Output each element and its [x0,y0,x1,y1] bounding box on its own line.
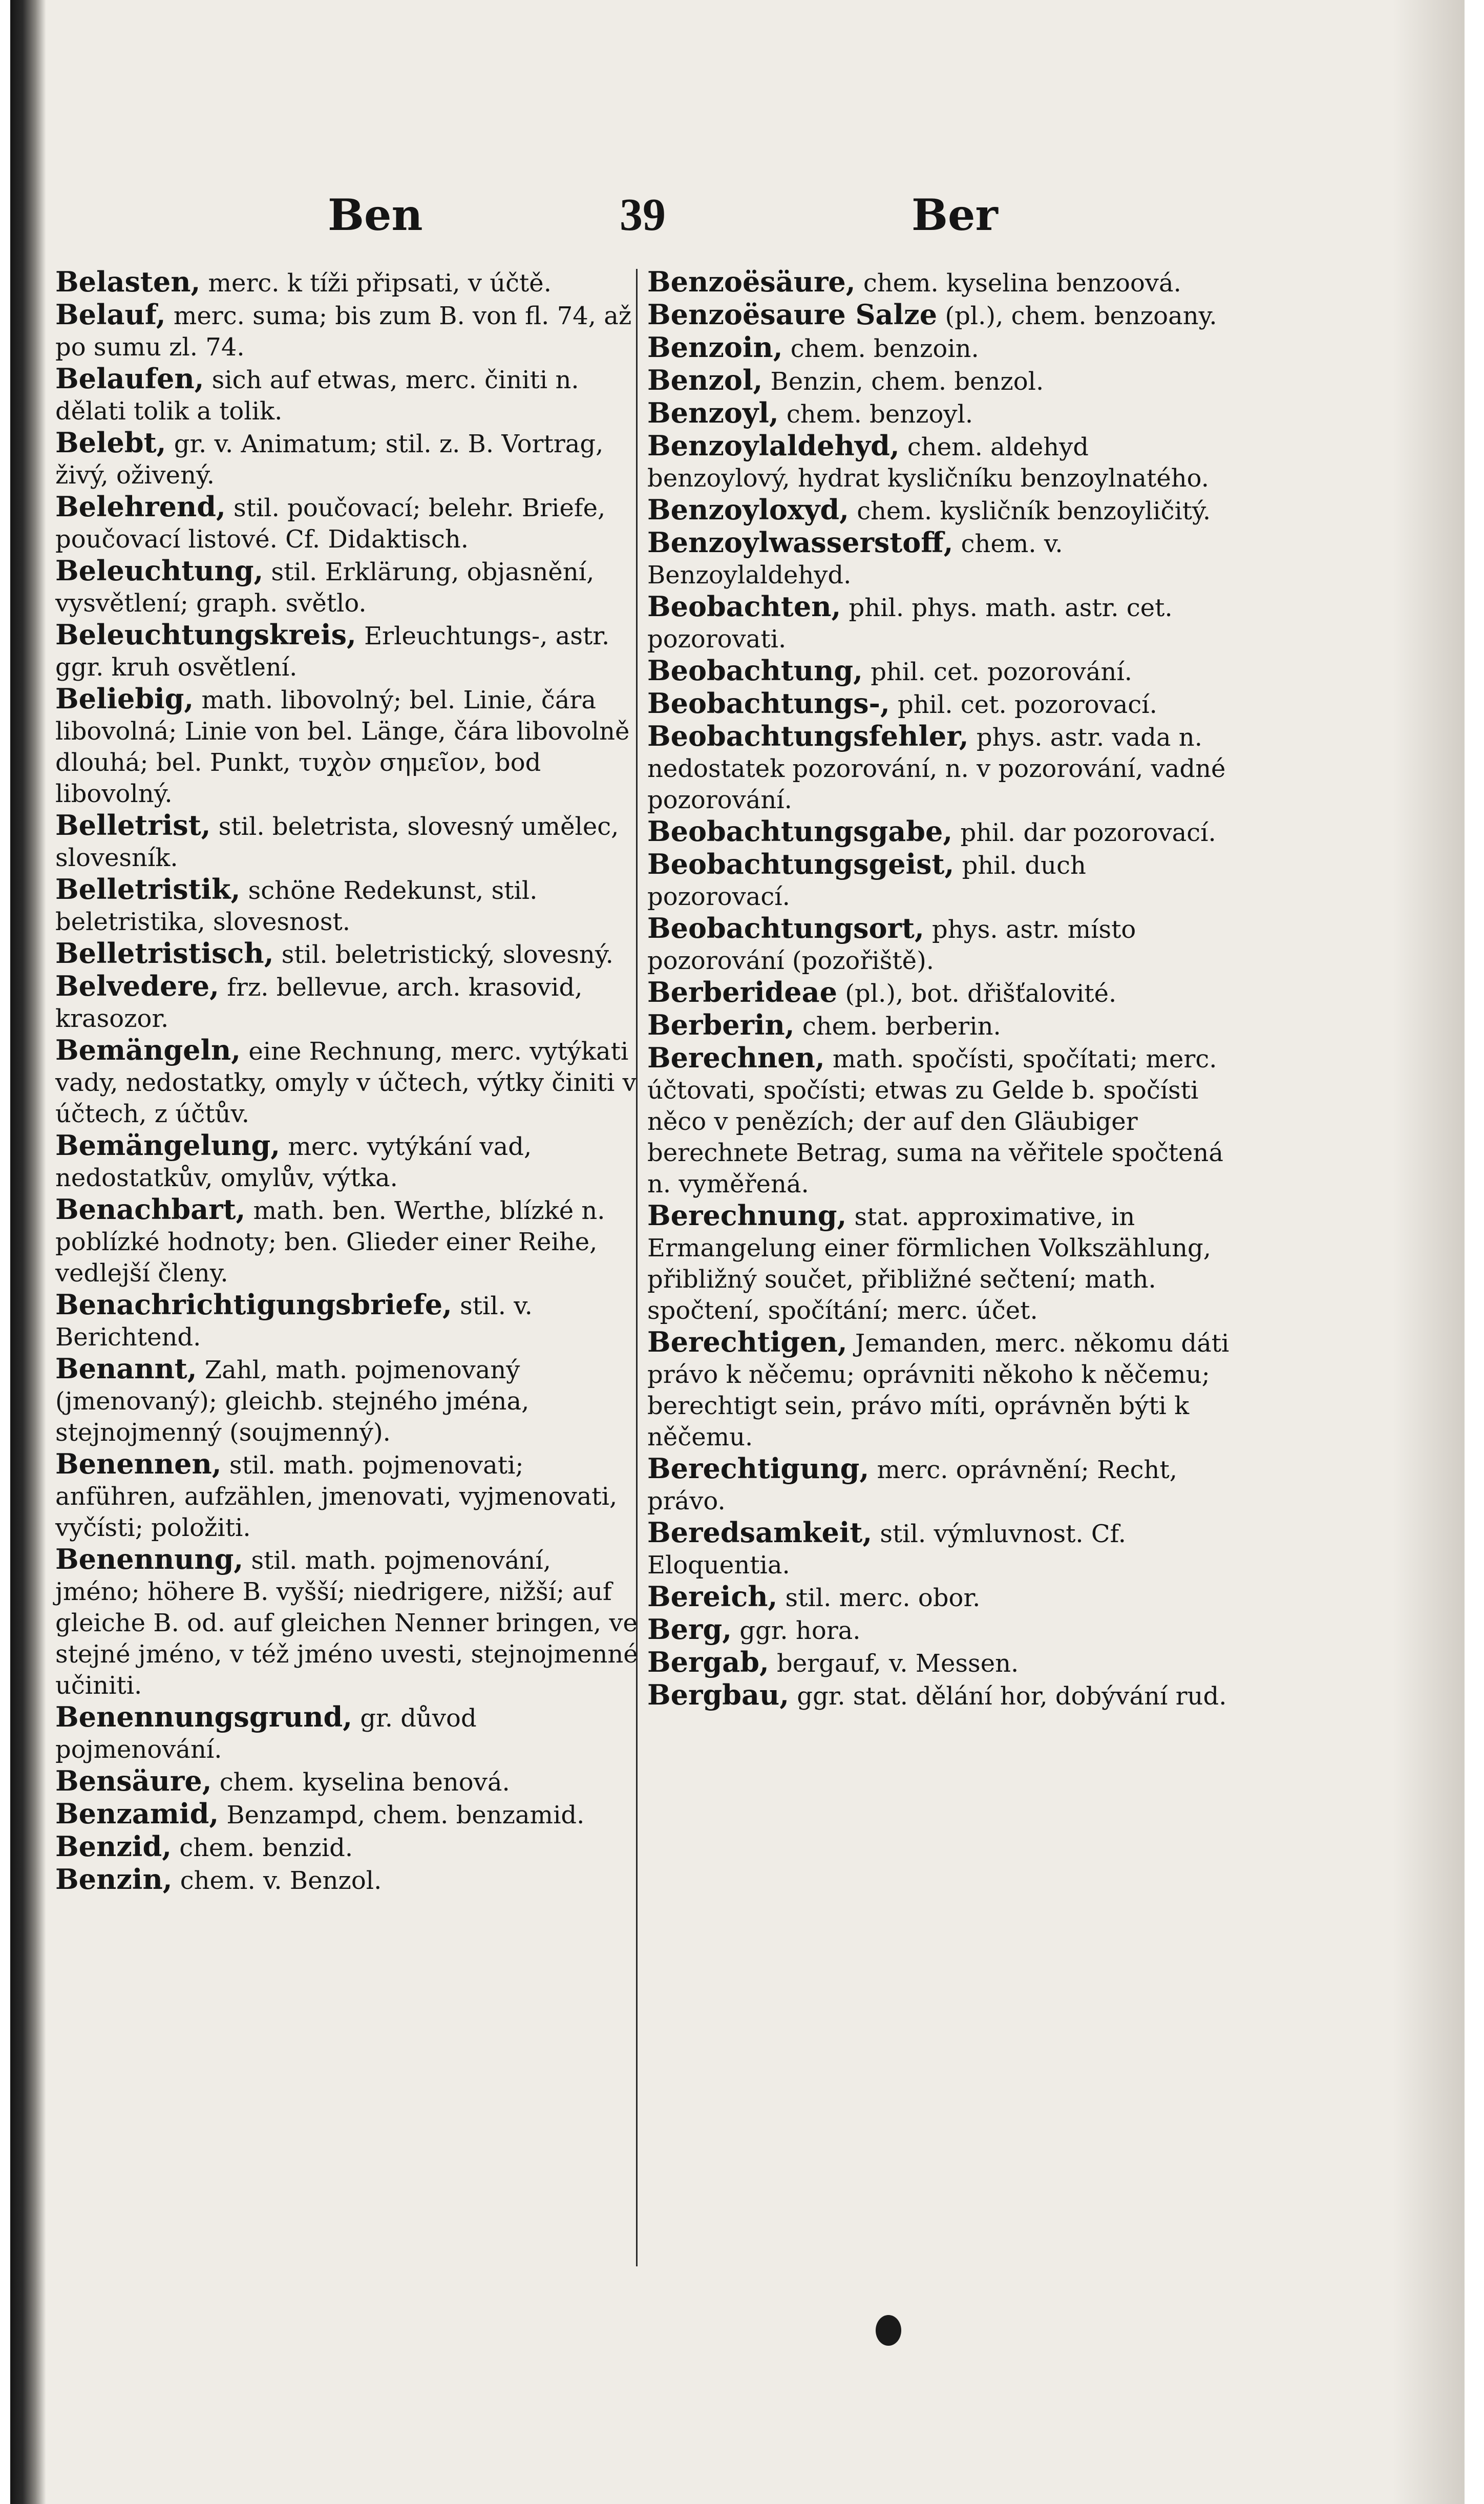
dictionary-entry [55,1353,639,1448]
entry-definition: chem. kyselina benová. [211,1768,510,1797]
entry-headword: Beleuchtung, [55,554,264,587]
entry-definition: gr. důvod pojmenování. [55,1704,477,1764]
entry-definition: stil. beletrista, slovesný umělec, slovesník. [55,812,619,872]
entry-headword: Bemängeln, [55,1034,241,1066]
dictionary-entry [647,494,1231,527]
entry-headword: Benzoyloxyd, [647,493,849,526]
dictionary-entry [647,591,1231,655]
entry-headword: Belletristisch, [55,937,274,970]
entry-headword: Belvedere, [55,970,219,1002]
dictionary-entry [647,266,1231,299]
entry-headword: Beliebig, [55,682,194,715]
dictionary-entry [55,1701,639,1765]
entry-headword: Belletristik, [55,873,241,906]
entry-definition: stil. poučovací; belehr. Briefe, poučovací listové. Cf. Didaktisch. [55,494,606,554]
entry-definition: math. libovolný; bel. Linie, čára libovolná; Linie von bel. Länge, čára libovolně dlouhá; bel. Punkt, τυχὸν σημεῖον, bod libovolný. [55,686,630,808]
entry-headword: Berg, [647,1613,732,1646]
dictionary-entry [647,1647,1231,1679]
dictionary-entry [55,971,639,1035]
entry-headword: Bemängelung, [55,1129,281,1162]
entry-definition: Erleuchtungs-, astr. ggr. kruh osvětlení. [55,622,610,682]
entry-definition: chem. berberin. [794,1012,1001,1041]
left-column [55,266,639,1897]
entry-definition: frz. bellevue, arch. krasovid, krasozor. [55,973,583,1033]
entry-definition: phil. cet. pozorovací. [889,690,1157,719]
entry-definition: merc. oprávnění; Recht, právo. [647,1456,1177,1516]
entry-definition: chem. v. Benzol. [172,1866,382,1895]
dictionary-entry [647,849,1231,913]
dictionary-entry [55,1194,639,1289]
dictionary-entry [55,938,639,971]
header-right-guide-word: Ber [911,190,998,240]
entry-definition: schöne Redekunst, stil. beletristika, slovesnost. [55,876,538,936]
entry-definition: phil. phys. math. astr. cet. pozorovati. [647,594,1173,654]
entry-definition: chem. kysličník benzoyličitý. [849,497,1211,525]
entry-definition: phil. cet. pozorování. [862,658,1133,686]
dictionary-entry [647,1042,1231,1200]
entry-definition: math. ben. Werthe, blízké n. poblízké hodnoty; ben. Glieder einer Reihe, vedlejší členy. [55,1196,605,1288]
dictionary-entry [647,1453,1231,1517]
dictionary-entry [55,1864,639,1897]
entry-headword: Benannt, [55,1352,197,1385]
entry-definition: stil. výmluvnost. Cf. Eloquentia. [647,1520,1126,1580]
entry-definition: chem. kyselina benzoová. [855,269,1181,298]
entry-definition: phil. duch pozorovací. [647,851,1086,911]
entry-headword: Benzol, [647,364,763,396]
dictionary-entry [55,1831,639,1864]
entry-headword: Beobachtungsgeist, [647,848,955,880]
entry-definition: merc. vytýkání vad, nedostatkův, omylův, výtka. [55,1132,532,1192]
entry-definition: stil. beletristický, slovesný. [273,940,613,969]
entry-definition: Benzampd, chem. benzamid. [219,1801,585,1829]
entry-definition: chem. benzoyl. [778,400,973,429]
entry-headword: Benzin, [55,1863,173,1896]
dictionary-entry [55,299,639,363]
entry-headword: Belaufen, [55,362,204,395]
entry-headword: Bergab, [647,1646,769,1678]
entry-definition: stil. math. pojmenovati; anführen, aufzählen, jmenovati, vyjmenovati, vyčísti; položiti. [55,1451,618,1542]
dictionary-entry [647,365,1231,397]
dictionary-entry [55,491,639,555]
entry-headword: Bensäure, [55,1764,212,1797]
entry-definition: sich auf etwas, merc. činiti n. dělati tolik a tolik. [55,366,579,426]
dictionary-entry [647,977,1231,1009]
dictionary-entry [55,1448,639,1544]
entry-headword: Berberin, [647,1008,795,1041]
entry-headword: Beobachtungs-, [647,687,890,720]
dictionary-entry [55,619,639,683]
entry-headword: Bereich, [647,1580,778,1613]
dictionary-entry [55,363,639,427]
entry-headword: Benennen, [55,1447,222,1480]
dictionary-entry [647,397,1231,430]
entry-definition: math. spočísti, spočítati; merc. účtovati, spočísti; etwas zu Gelde b. spočísti něco v penězích; der auf den Gläubiger berechnete Betrag, suma na věřitele spočtená n. vyměřená. [647,1045,1223,1198]
entry-definition: phil. dar pozorovací. [952,818,1216,847]
dictionary-entry [647,1327,1231,1453]
entry-definition: chem. aldehyd benzoylový, hydrat kysličníku benzoylnatého. [647,433,1209,493]
dictionary-entry [55,1544,639,1701]
entry-headword: Belasten, [55,265,201,298]
entry-definition: Zahl, math. pojmenovaný (jmenovaný); gleichb. stejného jména, stejnojmenný (soujmenný). [55,1356,529,1447]
dictionary-entry [647,913,1231,977]
dictionary-entry [647,527,1231,591]
dictionary-entry [55,1289,639,1353]
entry-headword: Berechtigen, [647,1325,847,1358]
entry-definition: (pl.), chem. benzoany. [937,302,1217,330]
right-column [647,266,1231,1712]
dictionary-entry [647,721,1231,816]
dictionary-entry [55,1798,639,1831]
book-spine-shadow [10,0,46,2504]
entry-definition: merc. k tíži připsati, v účtě. [200,269,552,298]
entry-headword: Beredsamkeit, [647,1516,873,1549]
entry-headword: Belletrist, [55,809,211,841]
entry-headword: Benennung, [55,1543,244,1575]
entry-definition: gr. v. Animatum; stil. z. B. Vortrag, živý, oživený. [55,430,604,490]
entry-definition: ggr. hora. [732,1616,861,1645]
entry-headword: Beleuchtungskreis, [55,618,356,651]
entry-headword: Beobachtung, [647,654,863,687]
entry-headword: Beobachtungsfehler, [647,720,969,752]
entry-headword: Belehrend, [55,490,226,523]
entry-definition: phys. astr. místo pozorování (pozořiště). [647,915,1136,975]
entry-headword: Berechnung, [647,1199,847,1232]
entry-definition: chem. benzid. [172,1834,353,1862]
page-edge-shadow [1393,0,1465,2504]
entry-definition: Benzin, chem. benzol. [762,367,1044,396]
entry-headword: Benzamid, [55,1797,219,1830]
dictionary-entry [647,1009,1231,1042]
book-page [10,0,1465,2504]
entry-definition: eine Rechnung, merc. vytýkati vady, nedostatky, omyly v účtech, výtky činiti v účtech, z účtův. [55,1037,637,1128]
entry-headword: Benachbart, [55,1193,246,1226]
dictionary-entry [55,810,639,874]
page-header [10,184,1465,251]
dictionary-entry [55,874,639,938]
entry-definition: merc. suma; bis zum B. von fl. 74, až po sumu zl. 74. [55,302,632,362]
dictionary-entry [647,299,1231,332]
entry-headword: Bergbau, [647,1678,790,1711]
entry-definition: chem. benzoin. [782,334,979,363]
entry-definition: stil. v. Berichtend. [55,1292,533,1352]
entry-headword: Benzid, [55,1830,172,1863]
entry-headword: Benachrichtigungsbriefe, [55,1288,452,1321]
entry-headword: Berberideae [647,976,837,1008]
entry-definition: phys. astr. vada n. nedostatek pozorování, n. v pozorování, vadné pozorování. [647,723,1226,814]
entry-headword: Benzoin, [647,331,783,364]
entry-headword: Belebt, [55,426,166,459]
page-number: 39 [620,190,666,240]
entry-headword: Beobachtungsgabe, [647,815,953,848]
dictionary-entry [55,1765,639,1798]
ink-blot [876,2315,901,2346]
entry-headword: Benzoylaldehyd, [647,429,900,462]
dictionary-entry [647,332,1231,365]
entry-definition: (pl.), bot. dřišťalovité. [837,979,1117,1008]
entry-definition: stil. math. pojmenování, jméno; höhere B. vyšší; niedrigere, nižší; auf gleiche B. od. auf gleichen Nenner bringen, ve stejné jméno, v též jméno uvesti, stejnojmenné učiniti. [55,1546,638,1700]
entry-headword: Benzoyl, [647,396,779,429]
entry-definition: Jemanden, merc. někomu dáti právo k něčemu; oprávniti někoho k něčemu; berechtigt sein, právo míti, oprávněn býti k něčemu. [647,1329,1229,1451]
dictionary-entry [55,555,639,619]
dictionary-entry [55,266,639,299]
dictionary-entry [55,683,639,810]
dictionary-entry [647,1200,1231,1327]
dictionary-entry [647,1679,1231,1712]
entry-definition: bergauf, v. Messen. [769,1649,1019,1678]
entry-headword: Beobachtungsort, [647,912,924,944]
entry-headword: Benzoësaure Salze [647,298,938,331]
entry-definition: stil. Erklärung, objasnění, vysvětlení; graph. světlo. [55,558,595,618]
dictionary-entry [647,1517,1231,1581]
dictionary-entry [55,1130,639,1194]
entry-headword: Belauf, [55,298,166,331]
dictionary-entry [55,1035,639,1130]
dictionary-entry [647,1614,1231,1647]
dictionary-entry [647,1581,1231,1614]
dictionary-entry [55,427,639,491]
entry-headword: Berechtigung, [647,1452,870,1485]
entry-headword: Berechnen, [647,1041,825,1074]
entry-definition: ggr. stat. dělání hor, dobývání rud. [789,1682,1227,1711]
dictionary-entry [647,688,1231,721]
header-left-guide-word: Ben [328,190,423,240]
dictionary-entry [647,430,1231,494]
entry-definition: stil. merc. obor. [777,1584,981,1612]
entry-headword: Beobachten, [647,590,841,623]
entry-definition: chem. v. Benzoylaldehyd. [647,530,1063,590]
entry-headword: Benzoylwasserstoff, [647,526,953,559]
dictionary-entry [647,655,1231,688]
dictionary-entry [647,816,1231,849]
entry-headword: Benennungsgrund, [55,1700,353,1733]
entry-headword: Benzoësäure, [647,265,856,298]
entry-definition: stat. approximative, in Ermangelung einer förmlichen Volkszählung, přibližný součet, přibližné sečtení; math. spočtení, spočítání; merc. účet. [647,1203,1212,1325]
